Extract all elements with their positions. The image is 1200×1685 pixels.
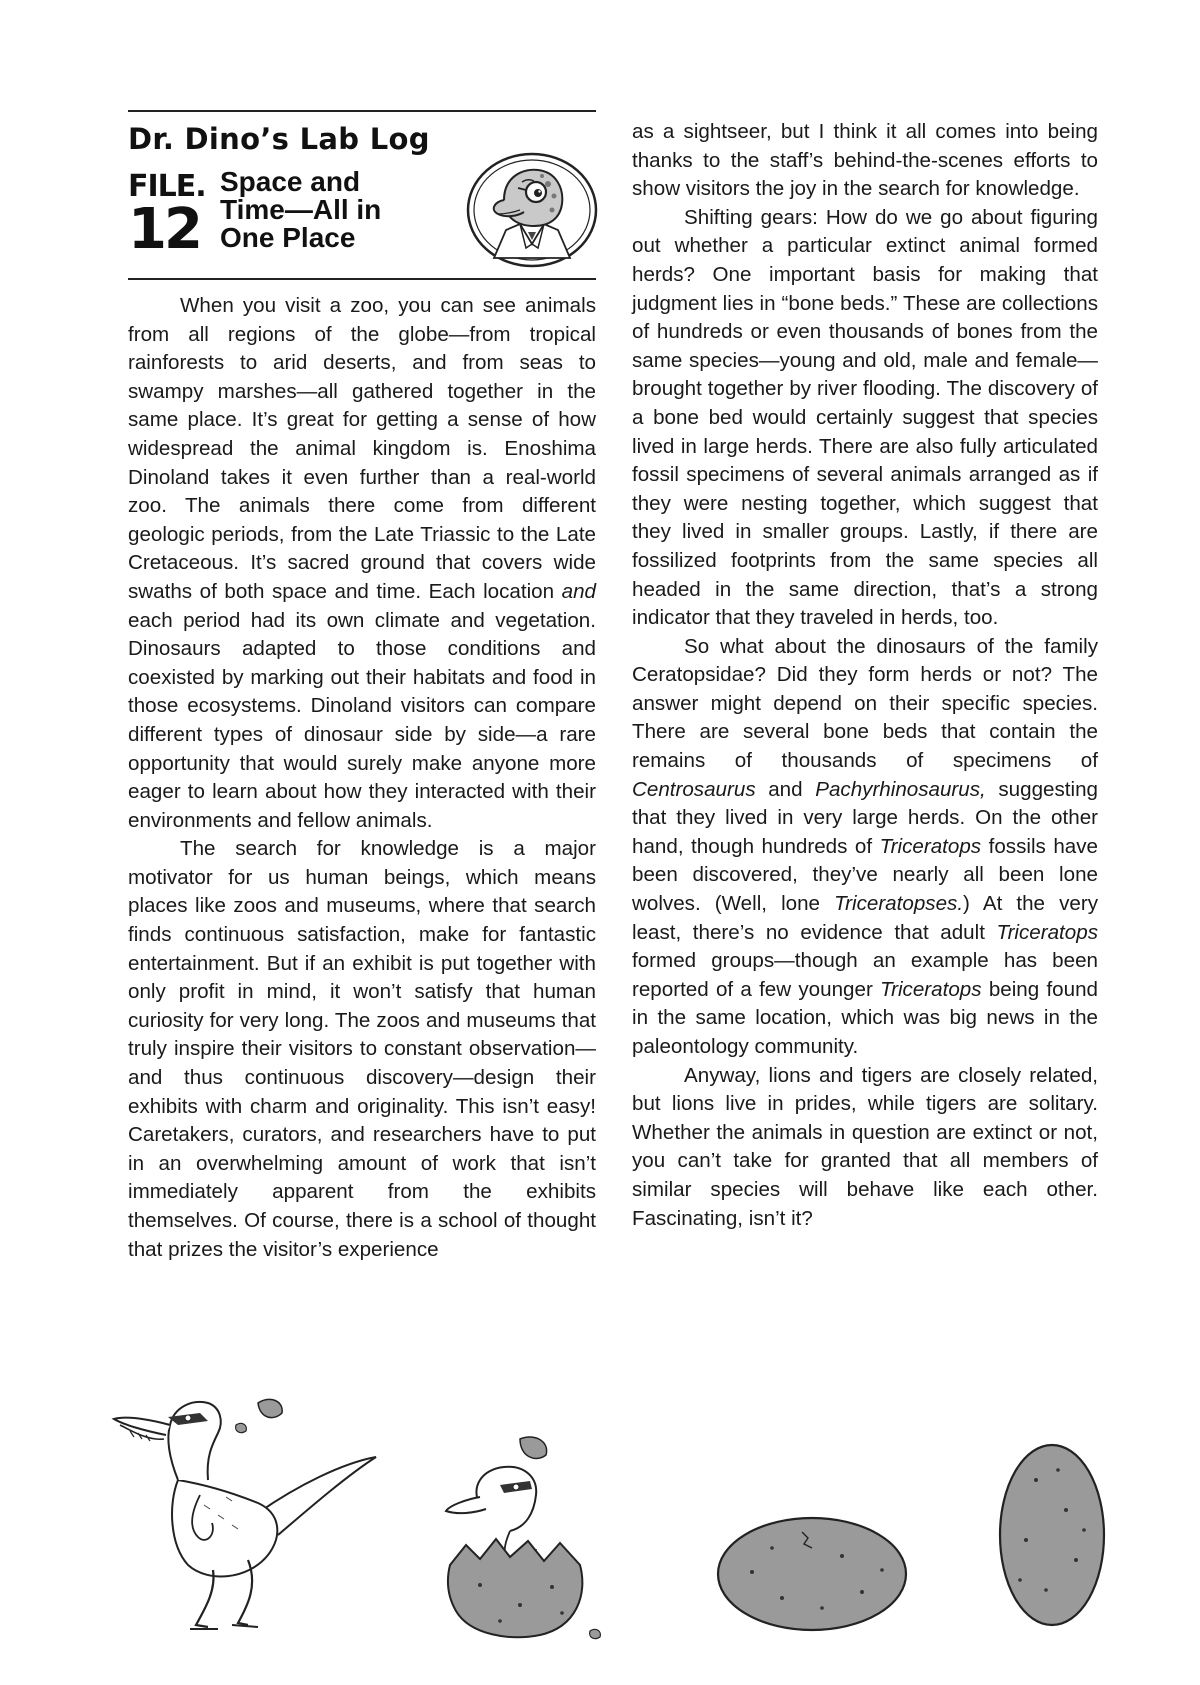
hatchling-illustration-icon bbox=[440, 1435, 605, 1645]
file-title-line-2: Time—All in bbox=[220, 194, 382, 225]
egg-lying-illustration-icon bbox=[712, 1512, 912, 1637]
article-paragraph: When you visit a zoo, you can see animals from all regions of the globe—from tropical rainforests to arid deserts, and from seas to swampy marshes—all gathered together in the same place. It’s great for getting a sense of how widespread the animal kingdom is. Enoshima Dinoland takes it even further than a real-world zoo. The animals there come from different geologic periods, from the Late Triassic to the Late Cretaceous. It’s sacred ground that covers wide swaths of both space and time. Each location and each period had its own climate and vegetation. Dinosaurs adapted to those conditions and coexisted by marking out their habitats and food in those ecosystems. Dinoland visitors can compare different types of dinosaur side by side—a rare opportunity that would surely make anyone more eager to learn about how they interacted with their environments and fellow animals. bbox=[128, 294, 596, 832]
species-name: Triceratops bbox=[880, 977, 982, 1001]
left-column bbox=[128, 110, 596, 1264]
species-name: Triceratops bbox=[879, 834, 982, 858]
emphasis-text: and bbox=[561, 579, 596, 603]
article-paragraph: as a sightseer, but I think it all comes into being thanks to the staff’s behind-the-scenes efforts to show visitors the joy in the search for knowledge. bbox=[632, 120, 1098, 201]
header-bottom-rule bbox=[128, 278, 596, 280]
raptor-illustration-icon bbox=[108, 1385, 388, 1640]
file-label: FILE. bbox=[128, 169, 206, 204]
article-paragraph: So what about the dinosaurs of the family Ceratopsidae? Did they form herds or not? The answer might depend on their specific species. There are several bone beds that contain the remains of thousands of specimens of Centrosaurus and Pachyrhinosaurus, suggesting that they lived in very large herds. On the other hand, though hundreds of Triceratops fossils have been discovered, they’ve nearly all been lone wolves. (Well, lone Triceratopses.) At the very least, there’s no evidence that adult Triceratops formed groups—though an example has been reported of a few younger Triceratops being found in the same location, which was big news in the paleontology community. bbox=[632, 634, 1098, 1058]
header-top-rule bbox=[128, 110, 596, 112]
file-header bbox=[128, 168, 596, 280]
species-name: Pachyrhinosaurus, bbox=[815, 777, 986, 801]
lab-log-title: Dr. Dino’s Lab Log bbox=[128, 122, 430, 156]
file-title-line-1: Space and bbox=[220, 166, 361, 197]
egg-upright-illustration-icon bbox=[996, 1440, 1108, 1630]
species-name: Triceratopses. bbox=[834, 892, 964, 916]
file-title bbox=[220, 168, 430, 252]
article-paragraph: Anyway, lions and tigers are closely related, but lions live in prides, while tigers are solitary. Whether the animals in question are extinct or not, you can’t take for granted that all members of similar species will behave like each other. Fascinating, isn’t it? bbox=[632, 1063, 1098, 1230]
species-name: Triceratops bbox=[996, 920, 1098, 944]
file-number: 12 bbox=[128, 197, 200, 262]
article-paragraph: Shifting gears: How do we go about figuring out whether a particular extinct animal formed herds? One important basis for making that judgment lies in “bone beds.” These are collections of hundreds or even thousands of bones from the same species—young and old, male and female—brought together by river flooding. The discovery of a bone bed would certainly suggest that species lived in large herds. There are also fully articulated fossil specimens of several animals arranged as if they were nesting together, which suggest that they lived in smaller groups. Lastly, if there are fossilized footprints from the same species all headed in the same direction, that’s a strong indicator that they traveled in herds, too. bbox=[632, 205, 1098, 630]
file-title-line-3: One Place bbox=[220, 222, 356, 253]
left-article-body bbox=[128, 292, 596, 1264]
species-name: Centrosaurus bbox=[632, 777, 756, 801]
right-column bbox=[632, 118, 1098, 1233]
dr-dino-mascot-icon bbox=[464, 148, 600, 270]
article-paragraph: The search for knowledge is a major motivator for us human beings, which means places like zoos and museums, where that search finds continuous satisfaction, make for fantastic entertainment. But if an exhibit is put together with only profit in mind, it won’t satisfy that human curiosity for very long. The zoos and museums that truly inspire their visitors to constant observation—and thus continuous discovery—design their exhibits with charm and originality. This isn’t easy! Caretakers, curators, and researchers have to put in an overwhelming amount of work that isn’t immediately apparent from the exhibits themselves. Of course, there is a school of thought that prizes the visitor’s experience bbox=[128, 837, 596, 1261]
